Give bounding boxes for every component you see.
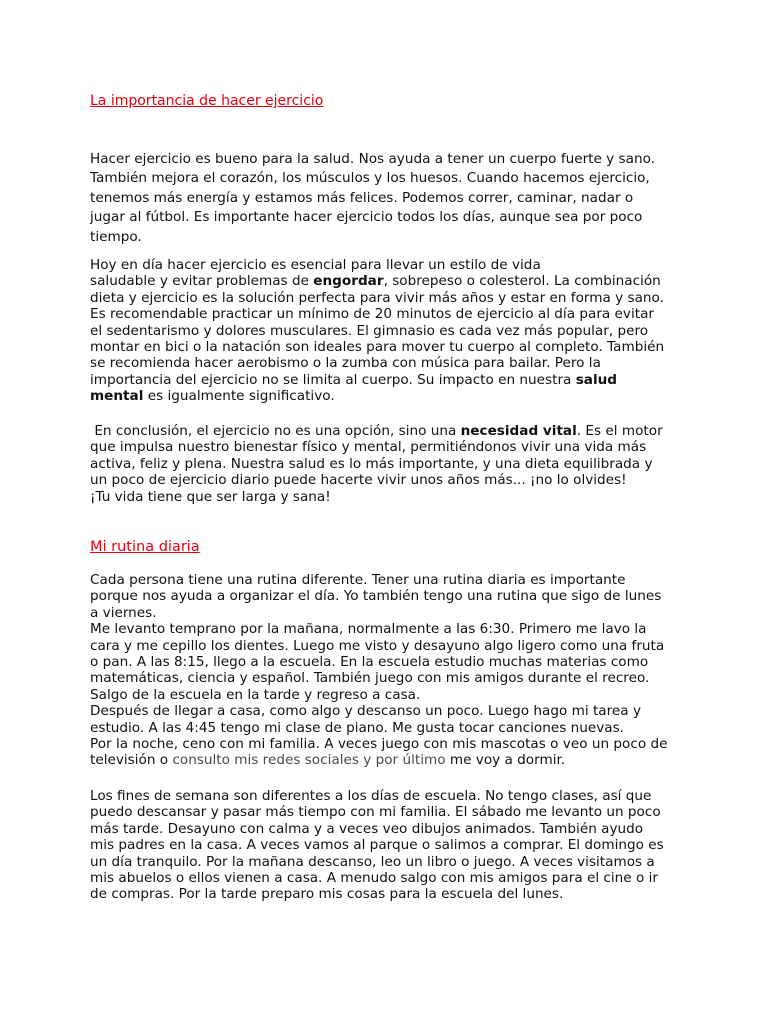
- text-line: Me levanto temprano por la mañana, normalmente a las 6:30. Primero me lavo la: [90, 621, 647, 638]
- text-line: un poco de ejercicio diario puede hacerte vivir unos años más... ¡no lo olvides!: [90, 472, 627, 489]
- paragraph-ejercicio-estilo-vida: [90, 257, 690, 405]
- text-line: montar en bici o la natación son ideales para mover tu cuerpo al completo. También: [90, 339, 665, 356]
- text-line: un día tranquilo. Por la mañana descanso, leo un libro o juego. A veces visitamos a: [90, 853, 655, 870]
- text-line: o pan. A las 8:15, llego a la escuela. En la escuela estudio muchas materias como: [90, 654, 649, 671]
- text-line: ¡Tu vida tiene que ser larga y sana!: [90, 488, 331, 505]
- text-line: También mejora el corazón, los músculos y los huesos. Cuando hacemos ejercicio,: [90, 170, 650, 187]
- text-line: dieta y ejercicio es la solución perfecta para vivir más años y estar en forma y sano.: [90, 289, 664, 306]
- text-line: el sedentarismo y dolores musculares. El gimnasio es cada vez más popular, pero: [90, 322, 649, 339]
- text-line: Por la noche, ceno con mi familia. A veces juego con mis mascotas o veo un poco de: [90, 736, 668, 753]
- text-run: , sobrepeso o colesterol. La combinación: [383, 273, 661, 290]
- text-line: matemáticas, ciencia y español. También juego con mis amigos durante el recreo.: [90, 670, 650, 687]
- paragraph-ejercicio-intro: [90, 150, 690, 247]
- text-line: estudio. A las 4:45 tengo mi clase de piano. Me gusta tocar canciones nuevas.: [90, 719, 624, 736]
- section-title-rutina: Mi rutina diaria: [90, 539, 200, 555]
- bold-term-engordar: engordar: [313, 273, 384, 290]
- text-line: mis padres en la casa. A veces vamos al parque o salimos a comprar. El domingo es: [90, 837, 664, 854]
- text-run: saludable y evitar problemas de: [90, 273, 314, 290]
- text-line: activa, feliz y plena. Nuestra salud es lo más importante, y una dieta equilibrada y: [90, 455, 653, 472]
- text-line: puedo descansar y pasar más tiempo con mi familia. El sábado me levanto un poco: [90, 804, 661, 821]
- text-line: mis abuelos o ellos vienen a casa. A menudo salgo con mis amigos para el cine o ir: [90, 870, 658, 887]
- text-line: porque nos ayuda a organizar el día. Yo también tengo una rutina que sigo de lunes: [90, 588, 662, 605]
- text-line: [90, 423, 690, 439]
- text-line: [90, 273, 690, 289]
- text-run: televisión o: [90, 752, 173, 769]
- text-line: de compras. Por la tarde preparo mis cosas para la escuela del lunes.: [90, 886, 564, 903]
- paragraph-rutina-fin-de-semana: [90, 788, 690, 903]
- text-line: Hacer ejercicio es bueno para la salud. Nos ayuda a tener un cuerpo fuerte y sano.: [90, 151, 655, 167]
- text-line: jugar al fútbol. Es importante hacer ejercicio todos los días, aunque sea por poco: [90, 209, 643, 226]
- paragraph-rutina-semana: [90, 572, 690, 769]
- text-line: [90, 388, 690, 404]
- bold-term-necesidad-vital: necesidad vital: [460, 423, 577, 439]
- text-run-muted: consulto mis redes sociales y por último: [172, 752, 446, 769]
- section-title-ejercicio: La importancia de hacer ejercicio: [90, 93, 324, 109]
- text-line: Salgo de la escuela en la tarde y regreso a casa.: [90, 686, 421, 703]
- text-line: a viernes.: [90, 604, 157, 621]
- text-line: Los fines de semana son diferentes a los días de escuela. No tengo clases, así que: [90, 788, 652, 804]
- text-line: que impulsa nuestro bienestar físico y mental, permitiéndonos vivir una vida más: [90, 439, 647, 456]
- text-line: [90, 752, 690, 768]
- text-line: más tarde. Desayuno con calma y a veces veo dibujos animados. También ayudo: [90, 820, 644, 837]
- text-run: es igualmente significativo.: [143, 388, 335, 405]
- paragraph-ejercicio-conclusion: [90, 423, 690, 505]
- text-line: Es recomendable practicar un mínimo de 20 minutos de ejercicio al día para evitar: [90, 306, 654, 323]
- text-run: En conclusión, el ejercicio no es una opción, sino una: [90, 423, 461, 439]
- text-run: importancia del ejercicio no se limita al cuerpo. Su impacto en nuestra: [90, 371, 576, 388]
- text-line: Hoy en día hacer ejercicio es esencial para llevar un estilo de vida: [90, 257, 541, 273]
- text-run: me voy a dormir.: [445, 752, 566, 769]
- text-line: se recomienda hacer aerobismo o la zumba con música para bailar. Pero la: [90, 355, 601, 372]
- bold-term-mental: mental: [90, 388, 144, 405]
- text-run: . Es el motor: [576, 423, 663, 439]
- text-line: tiempo.: [90, 228, 142, 245]
- text-line: Cada persona tiene una rutina diferente. Tener una rutina diaria es importante: [90, 572, 626, 588]
- text-line: Después de llegar a casa, como algo y descanso un poco. Luego hago mi tarea y: [90, 703, 641, 720]
- bold-term-salud: salud: [575, 371, 618, 388]
- text-line: [90, 372, 690, 388]
- text-line: tenemos más energía y estamos más felices. Podemos correr, caminar, nadar o: [90, 189, 634, 206]
- text-line: cara y me cepillo los dientes. Luego me visto y desayuno algo ligero como una fruta: [90, 637, 665, 654]
